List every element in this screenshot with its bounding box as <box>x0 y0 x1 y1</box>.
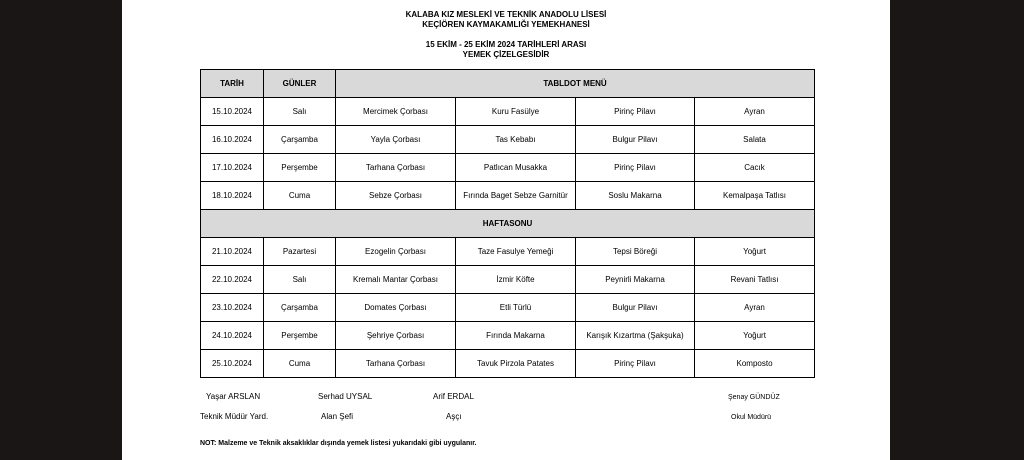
date-cell: 23.10.2024 <box>201 294 264 322</box>
footnote: NOT: Malzeme ve Teknik aksaklıklar dışında yemek listesi yukarıdaki gibi uygulanır. <box>200 440 477 447</box>
day-cell: Pazartesi <box>264 238 336 266</box>
side-cell: Tepsi Böreği <box>576 238 695 266</box>
schedule-title: YEMEK ÇİZELGESİDİR <box>462 50 550 59</box>
menu-table <box>200 69 815 378</box>
table-row <box>201 294 815 322</box>
date-cell: 18.10.2024 <box>201 182 264 210</box>
header-date: TARİH <box>201 70 264 98</box>
soup-cell: Sebze Çorbası <box>336 182 456 210</box>
main-cell: Kuru Fasülye <box>456 98 576 126</box>
side-cell: Peynirli Makarna <box>576 266 695 294</box>
main-cell: Tas Kebabı <box>456 126 576 154</box>
cafeteria-name: KEÇİÖREN KAYMAKAMLIĞI YEMEKHANESİ <box>422 20 590 29</box>
soup-cell: Ezogelin Çorbası <box>336 238 456 266</box>
day-cell: Salı <box>264 98 336 126</box>
main-cell: Fırında Makarna <box>456 322 576 350</box>
date-cell: 16.10.2024 <box>201 126 264 154</box>
date-cell: 17.10.2024 <box>201 154 264 182</box>
date-cell: 24.10.2024 <box>201 322 264 350</box>
side-cell: Soslu Makarna <box>576 182 695 210</box>
soup-cell: Domates Çorbası <box>336 294 456 322</box>
table-row <box>201 350 815 378</box>
main-cell: Etli Türlü <box>456 294 576 322</box>
weekend-label: HAFTASONU <box>201 210 815 238</box>
day-cell: Çarşamba <box>264 294 336 322</box>
document-page <box>122 0 890 460</box>
date-cell: 22.10.2024 <box>201 266 264 294</box>
side-cell: Pirinç Pilavı <box>576 154 695 182</box>
signatory-3-title: Aşçı <box>446 412 462 421</box>
extra-cell: Cacık <box>695 154 815 182</box>
side-cell: Pirinç Pilavı <box>576 98 695 126</box>
extra-cell: Komposto <box>695 350 815 378</box>
main-cell: Taze Fasulye Yemeği <box>456 238 576 266</box>
table-row <box>201 182 815 210</box>
main-cell: İzmir Köfte <box>456 266 576 294</box>
day-cell: Perşembe <box>264 322 336 350</box>
side-cell: Bulgur Pilavı <box>576 294 695 322</box>
soup-cell: Tarhana Çorbası <box>336 154 456 182</box>
extra-cell: Ayran <box>695 294 815 322</box>
signatory-2-name: Serhad UYSAL <box>318 392 373 401</box>
side-cell: Karışık Kızartma (Şakşuka) <box>576 322 695 350</box>
weekend-separator-row <box>201 210 815 238</box>
table-row <box>201 126 815 154</box>
table-row <box>201 322 815 350</box>
extra-cell: Yoğurt <box>695 322 815 350</box>
table-row <box>201 238 815 266</box>
soup-cell: Tarhana Çorbası <box>336 350 456 378</box>
day-cell: Salı <box>264 266 336 294</box>
date-cell: 15.10.2024 <box>201 98 264 126</box>
signatory-1-title: Teknik Müdür Yard. <box>200 412 269 421</box>
signatory-1-name: Yaşar ARSLAN <box>206 392 261 401</box>
date-range-title: 15 EKİM - 25 EKİM 2024 TARİHLERİ ARASI <box>425 40 587 49</box>
day-cell: Cuma <box>264 350 336 378</box>
soup-cell: Şehriye Çorbası <box>336 322 456 350</box>
side-cell: Pirinç Pilavı <box>576 350 695 378</box>
main-cell: Tavuk Pirzola Patates <box>456 350 576 378</box>
signatory-3-name: Arif ERDAL <box>433 392 474 401</box>
signatory-2-title: Alan Şefi <box>321 412 354 421</box>
table-header-row <box>201 70 815 98</box>
soup-cell: Kremalı Mantar Çorbası <box>336 266 456 294</box>
soup-cell: Yayla Çorbası <box>336 126 456 154</box>
side-cell: Bulgur Pilavı <box>576 126 695 154</box>
header-menu: TABLDOT MENÜ <box>336 70 815 98</box>
date-cell: 21.10.2024 <box>201 238 264 266</box>
table-row <box>201 98 815 126</box>
day-cell: Perşembe <box>264 154 336 182</box>
table-row <box>201 266 815 294</box>
day-cell: Cuma <box>264 182 336 210</box>
day-cell: Çarşamba <box>264 126 336 154</box>
extra-cell: Ayran <box>695 98 815 126</box>
extra-cell: Revani Tatlısı <box>695 266 815 294</box>
table-row <box>201 154 815 182</box>
header-day: GÜNLER <box>264 70 336 98</box>
signatory-4-name: Şenay GÜNDÜZ <box>728 394 780 401</box>
school-name: KALABA KIZ MESLEKİ VE TEKNİK ANADOLU LİSESİ <box>405 10 607 19</box>
main-cell: Fırında Baget Sebze Garnitür <box>456 182 576 210</box>
soup-cell: Mercimek Çorbası <box>336 98 456 126</box>
signatory-4-title: Okul Müdürü <box>731 414 772 421</box>
extra-cell: Salata <box>695 126 815 154</box>
extra-cell: Yoğurt <box>695 238 815 266</box>
main-cell: Patlıcan Musakka <box>456 154 576 182</box>
date-cell: 25.10.2024 <box>201 350 264 378</box>
extra-cell: Kemalpaşa Tatlısı <box>695 182 815 210</box>
